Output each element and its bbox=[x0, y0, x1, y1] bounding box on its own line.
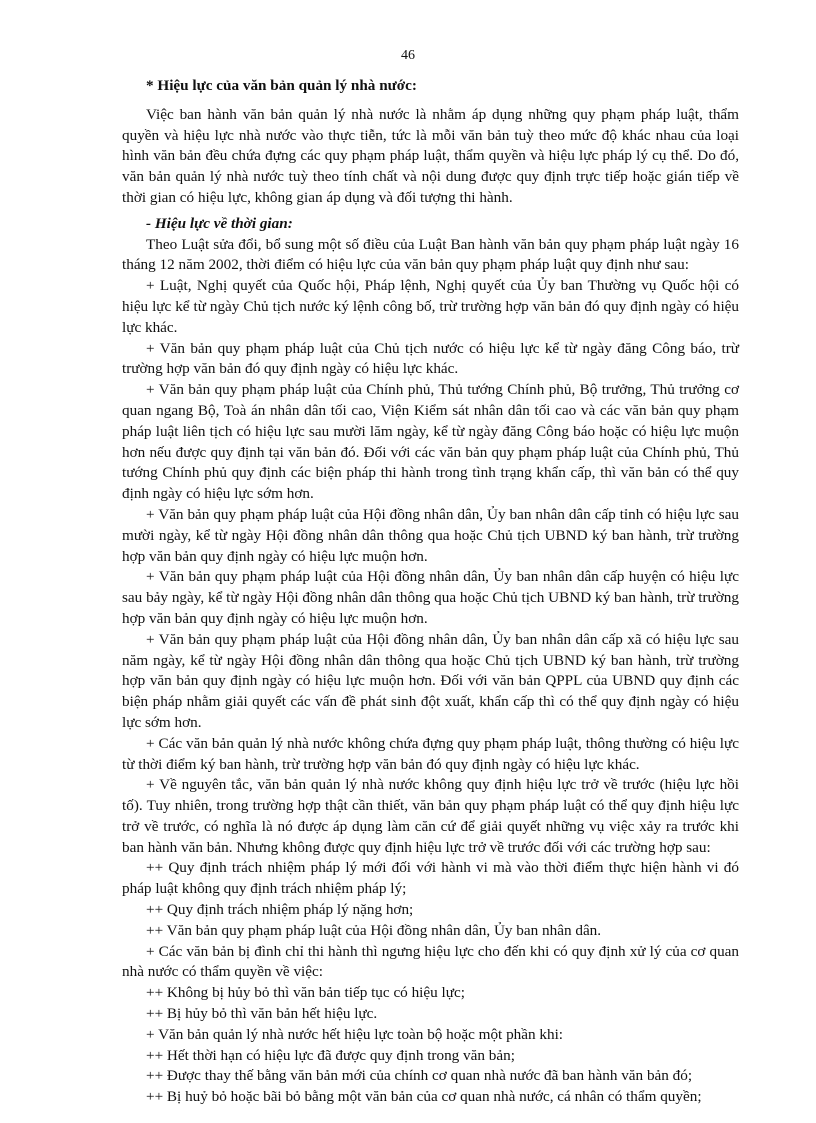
paragraph: + Văn bản quản lý nhà nước hết hiệu lực toàn bộ hoặc một phần khi: bbox=[146, 1025, 564, 1043]
paragraph: + Văn bản quy phạm pháp luật của Chủ tịch nước có hiệu lực kể từ ngày đăng Công báo, trừ trường hợp văn bản đó quy định ngày có hiệu lực khác. bbox=[122, 339, 739, 378]
paragraph: ++ Không bị hủy bỏ thì văn bản tiếp tục có hiệu lực; bbox=[146, 984, 465, 1002]
section-heading: * Hiệu lực của văn bản quản lý nhà nước: bbox=[146, 77, 417, 94]
paragraph: ++ Bị hủy bỏ thì văn bản hết hiệu lực. bbox=[146, 1005, 378, 1023]
paragraph: + Luật, Nghị quyết của Quốc hội, Pháp lệnh, Nghị quyết của Ủy ban Thường vụ Quốc hội có hiệu lực kể từ ngày Chủ tịch nước ký lệnh công bố, trừ trường hợp văn bản đó quy định ngày có hiệu lực khác. bbox=[122, 277, 739, 336]
paragraph: ++ Quy định trách nhiệm pháp lý nặng hơn; bbox=[146, 901, 414, 919]
paragraph: + Các văn bản bị đình chỉ thi hành thì ngưng hiệu lực cho đến khi có quy định xử lý của cơ quan nhà nước có thẩm quyền về việc: bbox=[122, 942, 739, 981]
page-number: 46 bbox=[401, 48, 415, 63]
paragraph: ++ Hết thời hạn có hiệu lực đã được quy định trong văn bản; bbox=[146, 1046, 515, 1064]
intro-paragraph: Việc ban hành văn bản quản lý nhà nước là nhằm áp dụng những quy phạm pháp luật, thẩm quyền và hiệu lực nhà nước vào thực tiễn, tức là mỗi văn bản tuỳ theo mức độ khác nhau của loại hình văn bản đều chứa đựng các quy phạm pháp luật, thẩm quyền và hiệu lực pháp lý cụ thể. Do đó, văn bản quản lý nhà nước tuỳ theo tính chất và nội dung được quy định trực tiếp hoặc gián tiếp về thời gian có hiệu lực, không gian áp dụng và đối tượng thi hành. bbox=[122, 105, 739, 206]
paragraph: + Văn bản quy phạm pháp luật của Hội đồng nhân dân, Ủy ban nhân dân cấp huyện có hiệu lực sau bảy ngày, kể từ ngày Hội đồng nhân dân thông qua hoặc Chủ tịch UBND ký ban hành, trừ trường hợp văn bản quy định ngày có hiệu lực muộn hơn. bbox=[122, 568, 739, 627]
paragraph: + Về nguyên tắc, văn bản quản lý nhà nước không quy định hiệu lực trở về trước (hiệu lực hồi tố). Tuy nhiên, trong trường hợp thật cần thiết, văn bản quy phạm pháp luật có thể quy định hiệu lực trở về trước, có nghĩa là nó được áp dụng làm căn cứ để giải quyết những vụ việc xảy ra trước khi ban hành văn bản. Nhưng không được quy định hiệu lực trở về trước đối với các trường hợp sau: bbox=[122, 776, 739, 856]
paragraph: Theo Luật sửa đổi, bổ sung một số điều của Luật Ban hành văn bản quy phạm pháp luật ngày 16 tháng 12 năm 2002, thời điểm có hiệu lực của văn bản quy phạm pháp luật quy định như sau: bbox=[122, 235, 739, 274]
paragraph: + Văn bản quy phạm pháp luật của Chính phủ, Thủ tướng Chính phủ, Bộ trưởng, Thủ trưởng cơ quan ngang Bộ, Toà án nhân dân tối cao, Viện Kiểm sát nhân dân tối cao và các văn bản quy phạm pháp luật liên tịch có hiệu lực sau mười lăm ngày, kể từ ngày đăng Công báo hoặc có hiệu lực muộn hơn nếu được quy định tại văn bản đó. Đối với các văn bản quy phạm pháp luật của Chính phủ, Thủ tướng Chính phủ quy định các biện pháp thi hành trong tình trạng khẩn cấp, thì văn bản có thể quy định ngày có hiệu lực sớm hơn. bbox=[122, 381, 739, 503]
paragraph: + Văn bản quy phạm pháp luật của Hội đồng nhân dân, Ủy ban nhân dân cấp tỉnh có hiệu lực sau mười ngày, kể từ ngày Hội đồng nhân dân thông qua hoặc Chủ tịch UBND ký ban hành, trừ trường hợp văn bản quy định ngày có hiệu lực muộn hơn. bbox=[122, 505, 739, 565]
paragraph: ++ Bị huỷ bỏ hoặc bãi bỏ bằng một văn bản của cơ quan nhà nước, cá nhân có thẩm quyền; bbox=[146, 1088, 702, 1106]
paragraph: ++ Quy định trách nhiệm pháp lý mới đối với hành vi mà vào thời điểm thực hiện hành vi đó pháp luật không quy định trách nhiệm pháp lý; bbox=[122, 859, 739, 898]
paragraph: ++ Văn bản quy phạm pháp luật của Hội đồng nhân dân, Ủy ban nhân dân. bbox=[146, 921, 602, 939]
document-body bbox=[122, 76, 739, 1108]
paragraph: ++ Được thay thế bằng văn bản mới của chính cơ quan nhà nước đã ban hành văn bản đó; bbox=[146, 1067, 693, 1085]
paragraph: + Các văn bản quản lý nhà nước không chứa đựng quy phạm pháp luật, thông thường có hiệu lực từ thời điểm ký ban hành, trừ trường hợp văn bản đó quy định ngày có hiệu lực khác. bbox=[122, 734, 739, 773]
paragraph: + Văn bản quy phạm pháp luật của Hội đồng nhân dân, Ủy ban nhân dân cấp xã có hiệu lực sau năm ngày, kể từ ngày Hội đồng nhân dân thông qua hoặc Chủ tịch UBND ký ban hành, trừ trường hợp văn bản quy định ngày có hiệu lực muộn hơn. Đối với văn bản QPPL của UBND quy định các biện pháp nhằm giải quyết các vấn đề phát sinh đột xuất, khẩn cấp thì có thể quy định ngày có hiệu lực sớm hơn. bbox=[122, 630, 739, 731]
sub-heading: - Hiệu lực về thời gian: bbox=[146, 214, 293, 232]
